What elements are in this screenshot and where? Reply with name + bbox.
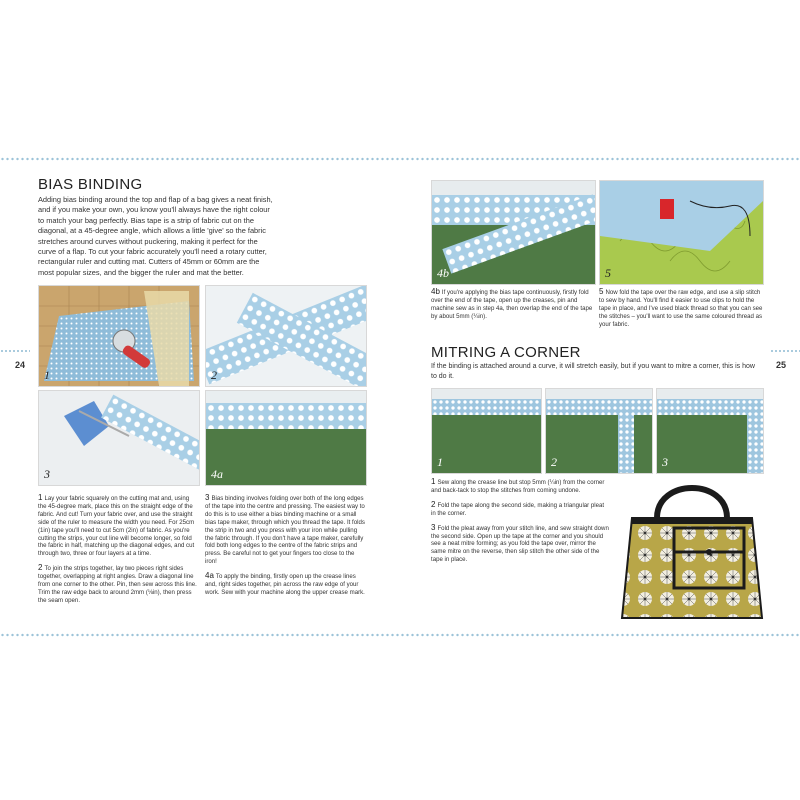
mitre-step-1: 1 Sew along the crease line but stop 5mm (¼in) from the corner and back-tack to stop the stitches from coming undone. bbox=[431, 477, 605, 494]
photo-label: 2 bbox=[211, 368, 217, 382]
bottom-dotted-border bbox=[0, 632, 800, 638]
intro-paragraph: Adding bias binding around the top and flap of a bag gives a neat finish, and if you make your own, you know you'll always have the right colour to match your bag perfectly. Bias tape is a strip of fabric cut on the diagonal, at a 45-degree angle, which allows a little 'give' so the fabric stretches around curves without puckering, making it perfect for the curve of a flap. To cut your fabric accurately you'll need a rotary cutter, rectangular ruler and cutting mat. Cutters of 45mm or 60mm are the most popular sizes, and the bigger the ruler and mat the better. bbox=[38, 195, 273, 277]
steps-column-left bbox=[38, 494, 198, 611]
step-3: 3 Bias binding involves folding over both of the long edges of the tape into the centre and pressing. The easiest way to do this is to use either a bias binding machine or a small bias tape maker, through which you thread the tape. It folds the strip in two and you press with your iron while pulling the fabric through. If you don't have a tape maker, carefully fold both long edges to the centre of the fabric strips and press. Be careful not to get your fingers too close to the iron! bbox=[205, 493, 365, 566]
cutting-mat-illustration bbox=[39, 286, 199, 386]
bag-illustration bbox=[612, 478, 772, 628]
page-title: BIAS BINDING bbox=[38, 176, 143, 193]
photo-label: 4a bbox=[211, 467, 223, 481]
photo-label: 2 bbox=[551, 455, 557, 469]
step-photo-4b bbox=[431, 180, 596, 285]
step-photo-5 bbox=[599, 180, 764, 285]
step-photo-4a bbox=[205, 390, 367, 486]
page-number-bar-right bbox=[770, 349, 800, 353]
page-number-right: 25 bbox=[776, 360, 787, 370]
photo-label: 3 bbox=[662, 455, 668, 469]
top-dotted-border bbox=[0, 156, 800, 162]
photo-label: 5 bbox=[605, 266, 611, 280]
step-photo-1 bbox=[38, 285, 200, 387]
mitre-photo-1 bbox=[431, 388, 542, 474]
section-title: MITRING A CORNER bbox=[431, 344, 581, 361]
page-number-bar-left bbox=[0, 349, 30, 353]
mitre-photo-3 bbox=[656, 388, 764, 474]
photo-label: 4b bbox=[437, 266, 449, 280]
step-1: 1 Lay your fabric squarely on the cutting mat and, using the 45-degree mark, place this on the straight edge of the fabric. And cut! Turn your fabric over, and use the straight side of the ruler to measure the width you need. For 25cm (1in) tape you'll need to cut 5cm (2in) of fabric. As you're cutting the strips, your cut line will become longer, so fold the fabric in half, matching up the diagonal edges, and cut through two, three or four layers at a time. bbox=[38, 493, 195, 558]
section-intro: If the binding is attached around a curve, it will stretch easily, but if you want to mitre a corner, this is how to do it. bbox=[431, 363, 755, 380]
step-photo-2 bbox=[205, 285, 367, 387]
mitre-step-2: 2 Fold the tape along the second side, making a triangular pleat in the corner. bbox=[431, 499, 605, 517]
step-2: 2 To join the strips together, lay two pieces right sides together, overlapping at right angles. Draw a diagonal line from one corner to the other. Pin, then sew across this line. Trim the raw edge back to around 2mm (⅛in), then press the seam open. bbox=[38, 563, 197, 604]
mitre-step-3: 3 Fold the pleat away from your stitch line, and sew straight down the second side. Open up the tape at the corner and you should see a neat mitre forming; as you fold the tape over, mirror the same mitre on the reverse, then slip stitch the other side of the tape in place. bbox=[431, 522, 609, 564]
step-5: 5 Now fold the tape over the raw edge, and use a slip stitch to sew by hand. You'll find it easier to use clips to hold the tape in place, and I've used black thread so that you can see the stitches – you'll want to use the same coloured thread as your fabric. bbox=[599, 287, 763, 328]
steps-column-right bbox=[205, 494, 365, 603]
page-number-left: 24 bbox=[15, 360, 26, 370]
photo-label: 3 bbox=[44, 467, 50, 481]
slip-stitch-illustration bbox=[600, 181, 763, 284]
finished-bag-image bbox=[612, 478, 772, 628]
step-4b: 4b If you're applying the bias tape continuously, firstly fold over the end of the tape, open up the creases, pin and machine sew as in step 4a, then overlap the end of the tape by about 5mm (¼in). bbox=[431, 287, 593, 320]
step-4a: 4a To apply the binding, firstly open up the crease lines and, right sides together, pin across the raw edge of your work. Sew with your machine along the upper crease mark. bbox=[205, 571, 365, 596]
mitre-steps bbox=[431, 478, 609, 570]
mitre-photo-2 bbox=[545, 388, 653, 474]
bias-strip bbox=[206, 403, 366, 429]
step-photo-3 bbox=[38, 390, 200, 486]
photo-label: 1 bbox=[44, 368, 50, 382]
photo-label: 1 bbox=[437, 455, 443, 469]
